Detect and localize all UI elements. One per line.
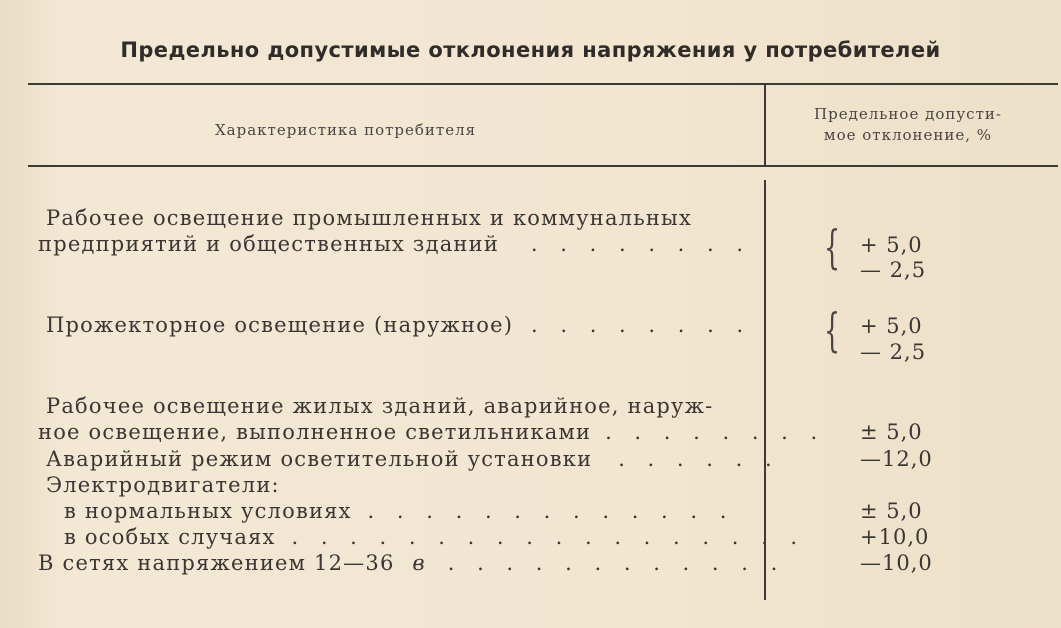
row-2-line1: Прожекторное освещение (наружное) — [46, 313, 514, 337]
row-1-text — [38, 205, 758, 257]
row-4-value: —12,0 — [860, 447, 933, 471]
row-5-line1: Электродвигатели: — [46, 473, 280, 497]
row-4-text — [38, 446, 780, 472]
row-2-leader-dots: . . . . . . . . — [531, 313, 752, 337]
row-1-brace: { — [824, 220, 841, 274]
row-2-value-plus: + 5,0 — [860, 314, 923, 338]
row-3-text — [38, 393, 826, 445]
column-header-characteristic: Характеристика потребителя — [215, 121, 477, 139]
row-3-line2 — [38, 419, 826, 445]
row-7-line1: в особых случаях — [64, 525, 276, 549]
column-header-deviation-line1: Предельное допусти- — [814, 105, 1002, 123]
row-2-text — [38, 312, 758, 338]
row-1-line1: Рабочее освещение промышленных и коммунальных — [46, 206, 693, 230]
row-6-text — [38, 498, 758, 524]
row-1-value-plus: + 5,0 — [860, 233, 923, 257]
row-6-value: ± 5,0 — [860, 499, 923, 523]
row-4-line1: Аварийный режим осветительной установки — [46, 447, 593, 471]
row-2-value-minus: — 2,5 — [860, 340, 927, 364]
row-3-leader-dots: . . . . . . . . — [605, 420, 826, 444]
row-2-brace: { — [824, 303, 841, 357]
row-8-value: —10,0 — [860, 551, 933, 575]
column-header-deviation-line2: мое отклонение, % — [823, 126, 993, 144]
row-4-leader-dots: . . . . . . — [618, 447, 780, 471]
row-7-text — [38, 524, 806, 550]
row-6-leader-dots: . . . . . . . . . . . . . — [367, 499, 735, 523]
header-bottom-rule — [28, 165, 1058, 167]
column-divider-header — [764, 84, 766, 166]
row-3-line2-text: ное освещение, выполненное светильниками — [38, 420, 592, 444]
row-1-value-minus: — 2,5 — [860, 258, 927, 282]
row-1-leader-dots: . . . . . . . . — [530, 232, 752, 256]
row-7-value: +10,0 — [860, 525, 930, 549]
row-7-leader-dots: . . . . . . . . . . . . . . . . . . — [291, 525, 806, 549]
row-1-line2 — [38, 231, 758, 257]
row-3-line1: Рабочее освещение жилых зданий, аварийное, наруж- — [46, 394, 714, 418]
row-8-text — [38, 550, 786, 576]
table-title: Предельно допустимые отклонения напряжения у потребителей — [120, 38, 941, 62]
row-8-line1: В сетях напряжением 12—36 — [38, 551, 395, 575]
row-8-unit: в — [412, 551, 426, 575]
row-5-text — [38, 472, 758, 498]
header-top-rule — [28, 83, 1058, 85]
row-8-leader-dots: . . . . . . . . . . . . — [447, 551, 786, 575]
row-6-line1: в нормальных условиях — [64, 499, 352, 523]
column-header-deviation — [783, 104, 1033, 146]
row-3-value: ± 5,0 — [860, 420, 923, 444]
row-1-line2-text: предприятий и общественных зданий — [38, 232, 500, 256]
